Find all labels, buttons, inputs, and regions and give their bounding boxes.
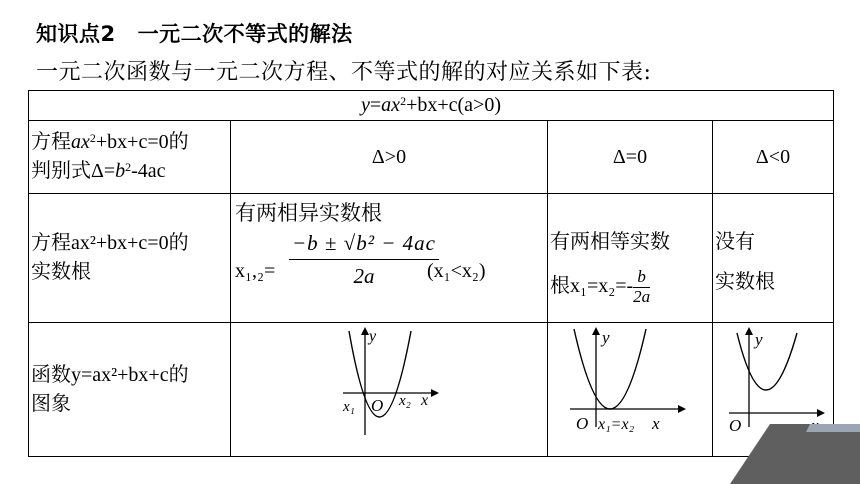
roots-negative-cell <box>713 194 834 323</box>
correspondence-table <box>28 90 834 457</box>
parabola-curve <box>737 333 797 390</box>
parabola-two-roots-graph <box>231 323 547 447</box>
origin-label: O <box>576 414 589 433</box>
graph-one-root <box>548 323 713 457</box>
y-arrow <box>361 327 369 335</box>
section-heading <box>36 18 353 48</box>
parabola-curve <box>574 329 646 409</box>
graph-label: 函数y=ax²+bx+c的 图象 <box>29 323 231 457</box>
origin-label: O <box>729 416 742 435</box>
decoration-dark-band <box>730 424 860 484</box>
graph-two-roots <box>231 323 548 457</box>
equal-roots-formula: 根$x_1=x_2=-\frac{b}{2a}$ <box>550 267 651 306</box>
x2-label: x₂ <box>399 393 411 409</box>
two-distinct-roots-text: 有两相异实数根 <box>235 201 382 225</box>
delta-negative: Δ<0 <box>713 121 834 194</box>
no-roots-line2: 实数根 <box>715 271 775 293</box>
minus-b-over-2a: $\frac{b}{2a}$ <box>633 267 651 306</box>
discriminant-label: 方程$ax^2+bx+c=0$的 判别式$\Delta=b^2-4ac$ <box>29 121 231 194</box>
y-label: y <box>755 330 763 349</box>
roots-label: 方程ax²+bx+c=0的 实数根 <box>29 194 231 323</box>
equal-roots-text: 有两相等实数 <box>550 231 670 253</box>
graph-row <box>29 323 834 457</box>
heading-title: 一元二次不等式的解法 <box>137 22 353 46</box>
corner-decoration <box>730 424 860 484</box>
y-arrow <box>592 327 600 335</box>
x1-label: x₁ <box>343 399 355 415</box>
x-arrow <box>678 405 686 413</box>
origin-label: O <box>371 396 384 415</box>
function-header: $y=ax^2+bx+c(a>0)$ <box>29 91 834 121</box>
delta-positive: Δ>0 <box>231 121 548 194</box>
x-label: x <box>652 414 660 433</box>
table-header-row <box>29 91 834 121</box>
formula-denominator: 2a <box>353 264 375 289</box>
roots-row <box>29 194 834 323</box>
heading-number: 知识点2 <box>36 22 116 46</box>
quadratic-formula <box>289 228 439 292</box>
y-arrow <box>745 327 753 335</box>
delta-zero: Δ=0 <box>548 121 713 194</box>
intro-text: 一元二次函数与一元二次方程、不等式的解的对应关系如下表: <box>36 60 652 85</box>
x-label: x <box>421 392 429 409</box>
x-arrow <box>431 389 439 397</box>
roots-positive-cell <box>231 194 548 323</box>
x12-label: x₁=x₂ <box>598 416 635 433</box>
decoration-light-band <box>806 424 860 432</box>
y-label: y <box>602 328 610 347</box>
roots-order-condition: (x₁<x₂) <box>427 260 486 282</box>
discriminant-row <box>29 121 834 194</box>
parabola-one-root-graph <box>548 323 712 447</box>
y-label: y <box>369 328 377 345</box>
roots-zero-cell <box>548 194 713 323</box>
formula-numerator: −b ± √b² − 4ac <box>291 231 436 255</box>
no-roots-line1: 没有 <box>715 231 755 253</box>
roots-symbol: x₁,₂= <box>235 260 276 282</box>
